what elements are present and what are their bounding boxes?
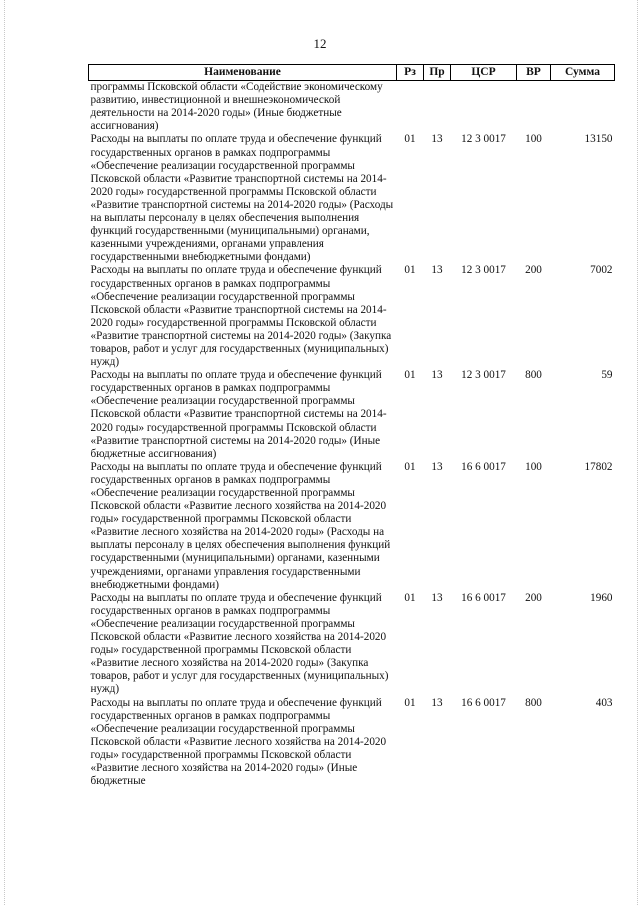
header-name: Наименование <box>89 65 397 81</box>
cell-rz: 01 <box>404 264 416 277</box>
cell-rz: 01 <box>404 369 416 382</box>
cell-pr: 13 <box>431 696 443 709</box>
table-row <box>89 369 615 461</box>
header-vr: ВР <box>517 65 551 81</box>
cell-csr <box>451 81 517 134</box>
header-pr: Пр <box>424 65 451 81</box>
cell-csr: 16 6 0017 <box>461 696 506 709</box>
cell-pr: 13 <box>431 369 443 382</box>
cell-vr: 200 <box>525 591 542 604</box>
cell-rz: 01 <box>404 133 416 146</box>
cell-name: Расходы на выплаты по оплате труда и обеспечение функций государственных органов в рамках подпрограммы «Обеспечение реализации государственной программы Псковской области «Развитие лесного хозяйства на 2014-2020 годы» государственной программы Псковской области «Развитие лесного хозяйства на 2014-2020 годы» (Расходы на выплаты персоналу в целях обеспечения выполнения функций государственными (муниципальными) органами, казенными учреждениями, органами управления государственными внебюджетными фондами) <box>90 460 391 591</box>
cell-sum: 403 <box>595 696 613 709</box>
cell-csr: 12 3 0017 <box>461 264 506 277</box>
scan-edge-right <box>637 0 638 905</box>
cell-vr: 100 <box>525 133 542 146</box>
cell-name: Расходы на выплаты по оплате труда и обеспечение функций государственных органов в рамках подпрограммы «Обеспечение реализации государственной программы Псковской области «Развитие лесного хозяйства на 2014-2020 годы» государственной программы Псковской области «Развитие лесного хозяйства на 2014-2020 годы» (Закупка товаров, работ и услуг для государственных (муниципальных) нужд) <box>90 591 389 696</box>
cell-sum: 59 <box>601 369 613 382</box>
cell-sum: 13150 <box>584 133 613 146</box>
cell-pr: 13 <box>431 133 443 146</box>
cell-pr: 13 <box>431 591 443 604</box>
cell-name: программы Псковской области «Содействие экономическому развитию, инвестиционной и внешнеэкономической деятельности на 2014-2020 годы» (Иные бюджетные ассигнования) <box>90 81 383 133</box>
cell-name: Расходы на выплаты по оплате труда и обеспечение функций государственных органов в рамках подпрограммы «Обеспечение реализации государственной программы Псковской области «Развитие транспортной системы на 2014-2020 годы» государственной программы Псковской области «Развитие транспортной системы на 2014-2020 годы» (Закупка товаров, работ и услуг для государственных (муниципальных) нужд) <box>90 264 392 369</box>
scan-edge-left <box>4 0 5 905</box>
cell-name: Расходы на выплаты по оплате труда и обеспечение функций государственных органов в рамках подпрограммы «Обеспечение реализации государственной программы Псковской области «Развитие лесного хозяйства на 2014-2020 годы» государственной программы Псковской области «Развитие лесного хозяйства на 2014-2020 годы» (Иные бюджетные <box>90 696 387 788</box>
cell-sum: 7002 <box>590 264 613 277</box>
cell-sum: 1960 <box>590 591 613 604</box>
cell-rz: 01 <box>404 591 416 604</box>
cell-rz <box>397 81 424 134</box>
header-sum: Сумма <box>551 65 615 81</box>
table-row <box>89 461 615 592</box>
cell-pr <box>424 81 451 134</box>
header-csr: ЦСР <box>451 65 517 81</box>
table-row <box>89 133 615 264</box>
table-body <box>89 81 615 789</box>
page-number: 12 <box>313 36 327 51</box>
table-header <box>89 65 615 81</box>
table-row <box>89 592 615 697</box>
table-row <box>89 81 615 134</box>
cell-sum: 17802 <box>584 460 613 473</box>
cell-pr: 13 <box>431 264 443 277</box>
cell-name: Расходы на выплаты по оплате труда и обеспечение функций государственных органов в рамках подпрограммы «Обеспечение реализации государственной программы Псковской области «Развитие транспортной системы на 2014-2020 годы» государственной программы Псковской области «Развитие транспортной системы на 2014-2020 годы» (Иные бюджетные ассигнования) <box>90 369 387 460</box>
cell-vr: 800 <box>525 369 542 382</box>
cell-csr: 16 6 0017 <box>461 591 506 604</box>
budget-table <box>88 64 615 788</box>
cell-sum <box>551 81 615 134</box>
cell-csr: 12 3 0017 <box>461 369 506 382</box>
table-row <box>89 264 615 369</box>
cell-vr: 200 <box>525 264 542 277</box>
cell-vr: 100 <box>525 460 542 473</box>
header-row <box>89 65 615 81</box>
cell-rz: 01 <box>404 460 416 473</box>
cell-name: Расходы на выплаты по оплате труда и обеспечение функций государственных органов в рамках подпрограммы «Обеспечение реализации государственной программы Псковской области «Развитие транспортной системы на 2014-2020 годы» государственной программы Псковской области «Развитие транспортной системы на 2014-2020 годы» (Расходы на выплаты персоналу в целях обеспечения выполнения функций государственными (муниципальными) органами, казенными учреждениями, органами управления государственными внебюджетными фондами) <box>90 133 394 264</box>
header-rz: Рз <box>397 65 424 81</box>
cell-rz: 01 <box>404 696 416 709</box>
cell-vr <box>517 81 551 134</box>
cell-pr: 13 <box>431 460 443 473</box>
cell-csr: 12 3 0017 <box>461 133 506 146</box>
cell-csr: 16 6 0017 <box>461 460 506 473</box>
table-row <box>89 697 615 789</box>
cell-vr: 800 <box>525 696 542 709</box>
